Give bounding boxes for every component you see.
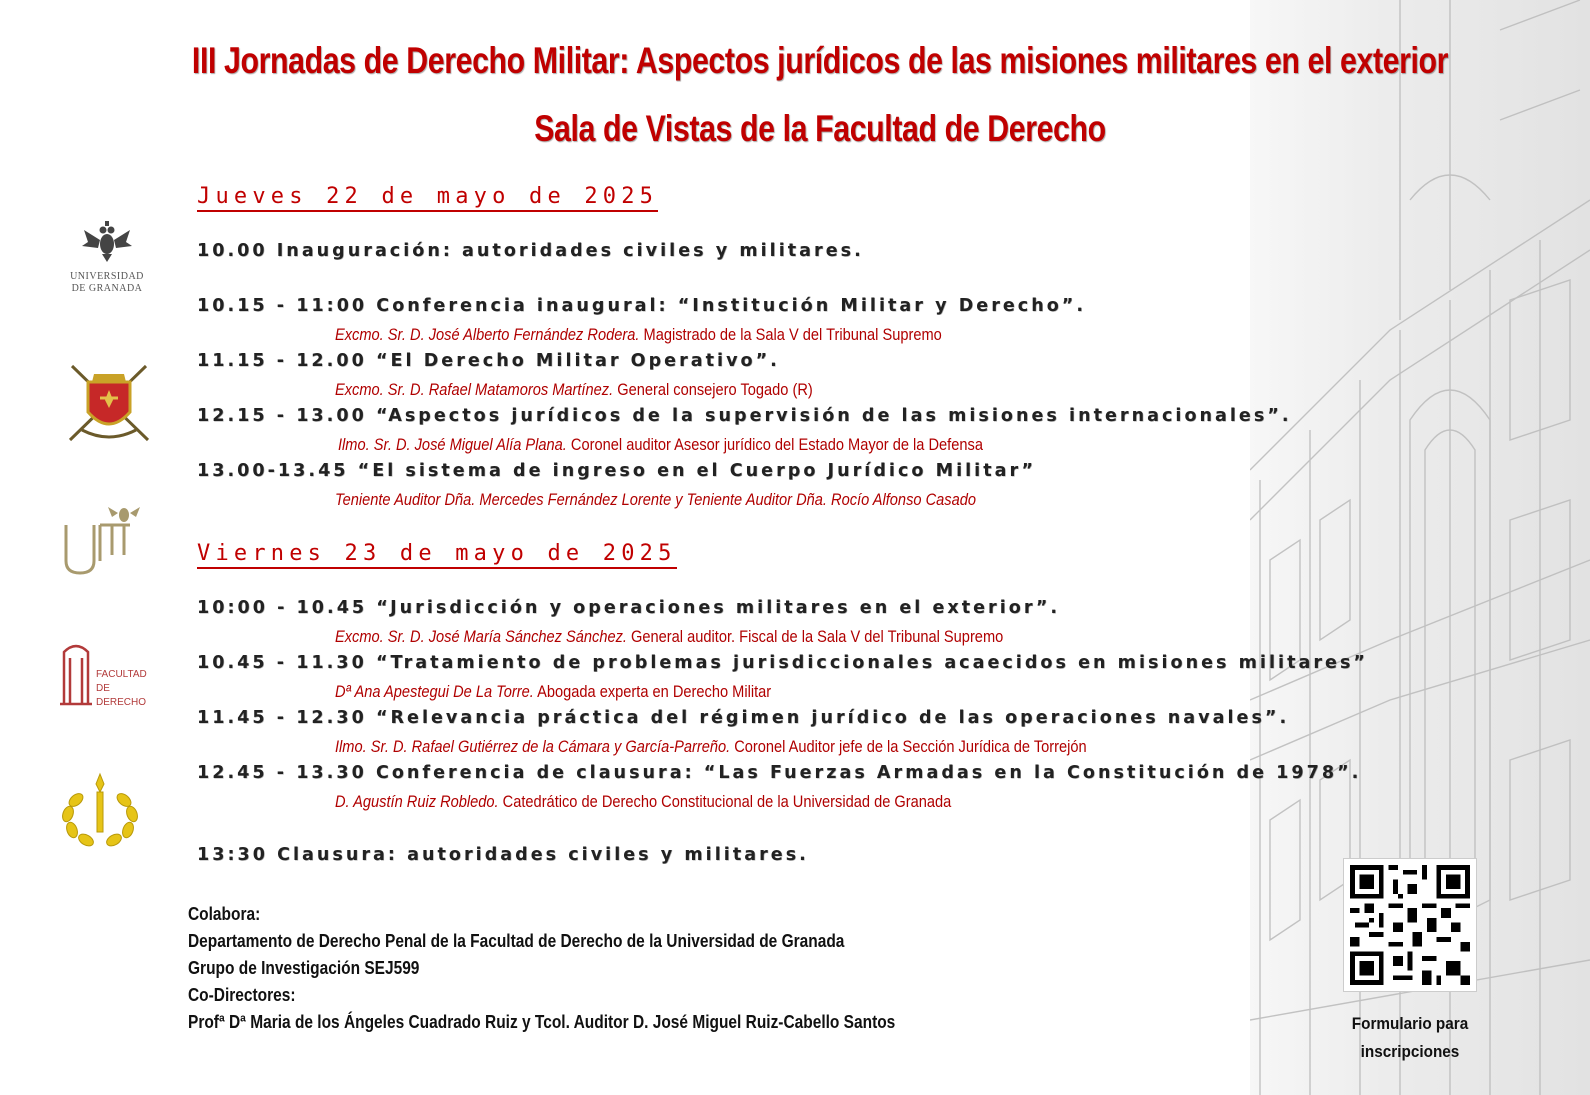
agenda-item: 10.15 - 11:00 Conferencia inaugural: “Institución Militar y Derecho”. [197, 296, 1087, 316]
speaker-name: Dª Ana Apestegui De La Torre. [335, 682, 534, 701]
eagle-crest-icon [62, 218, 152, 266]
speaker-name: Excmo. Sr. D. José Alberto Fernández Rodera. [335, 325, 640, 344]
day-heading-friday: Viernes 23 de mayo de 2025 [197, 541, 677, 569]
facultad-derecho-logo [58, 640, 147, 711]
speaker-role: Coronel auditor Asesor jurídico del Estado Mayor de la Defensa [566, 435, 983, 454]
speaker-name: Ilmo. Sr. D. José Miguel Alía Plana. [338, 435, 567, 454]
event-title: III Jornadas de Derecho Militar: Aspectos jurídicos de las misiones militares en el exterior [191, 40, 1449, 81]
speaker-name: D. Agustín Ruiz Robledo. [335, 792, 499, 811]
speaker-role: Catedrático de Derecho Constitucional de la Universidad de Granada [498, 792, 952, 811]
ugr-logo-line2: DE GRANADA [71, 283, 143, 294]
qr-code-icon [1350, 865, 1470, 985]
registration-qr-code[interactable] [1343, 858, 1477, 992]
agenda-item: 10.00 Inauguración: autoridades civiles y militares. [197, 241, 864, 261]
agenda-item: 12.15 - 13.00 “Aspectos jurídicos de la supervisión de las misiones internacionales”. [197, 406, 1292, 426]
speaker-name: Excmo. Sr. D. Rafael Matamoros Martínez. [335, 380, 614, 399]
codirectors-names: Profª Dª Maria de los Ángeles Cuadrado Ruiz y Tcol. Auditor D. José Miguel Ruiz-Cabello Santos [188, 1012, 896, 1032]
agenda-item: 10.45 - 11.30 “Tratamiento de problemas jurisdiccionales acaecidos en misiones militares” [197, 653, 1368, 673]
speaker-line [335, 490, 976, 510]
day-heading-thursday: Jueves 22 de mayo de 2025 [197, 184, 658, 212]
agenda-item: 11.45 - 12.30 “Relevancia práctica del régimen jurídico de las operaciones navales”. [197, 708, 1290, 728]
agenda-item: 13:30 Clausura: autoridades civiles y militares. [197, 845, 809, 865]
speaker-line [338, 435, 983, 455]
universidad-granada-logo [62, 218, 152, 295]
speaker-name: Ilmo. Sr. D. Rafael Gutiérrez de la Cámara y García-Parreño. [335, 737, 731, 756]
fac-logo-line2: DE DERECHO [96, 683, 147, 708]
speaker-name: Teniente Auditor Dña. Mercedes Fernández Lorente y Teniente Auditor Dña. Rocío Alfonso Casado [335, 490, 976, 509]
research-group: Grupo de Investigación SEJ599 [188, 958, 420, 978]
agenda-item: 10:00 - 10.45 “Jurisdicción y operaciones militares en el exterior”. [197, 598, 1061, 618]
agenda-item: 11.15 - 12.00 “El Derecho Militar Operativo”. [197, 351, 780, 371]
codirectors-label: Co-Directores: [188, 985, 296, 1005]
speaker-line [335, 792, 951, 812]
speaker-role: Magistrado de la Sala V del Tribunal Supremo [639, 325, 942, 344]
laurel-wreath-emblem [56, 770, 144, 855]
speaker-role: Coronel Auditor jefe de la Sección Jurídica de Torrejón [730, 737, 1087, 756]
qr-caption-line1: Formulario para [1351, 1014, 1469, 1033]
ugr-logo-line1: UNIVERSIDAD [70, 271, 144, 282]
cuerpo-juridico-militar-emblem [66, 360, 152, 449]
qr-caption [1338, 1010, 1482, 1066]
centro-mixto-logo [60, 505, 144, 582]
speaker-line [335, 380, 813, 400]
collab-department: Departamento de Derecho Penal de la Facultad de Derecho de la Universidad de Granada [188, 931, 845, 951]
agenda-item: 13.00-13.45 “El sistema de ingreso en el Cuerpo Jurídico Militar” [197, 461, 1037, 481]
fac-logo-line1: FACULTAD [96, 669, 147, 680]
speaker-line [335, 682, 771, 702]
speaker-line [335, 325, 942, 345]
qr-caption-line2: inscripciones [1360, 1042, 1460, 1061]
venue-title: Sala de Vistas de la Facultad de Derecho [534, 108, 1106, 149]
speaker-role: General consejero Togado (R) [613, 380, 813, 399]
agenda-item: 12.45 - 13.30 Conferencia de clausura: “Las Fuerzas Armadas en la Constitución de 1978”. [197, 763, 1362, 783]
speaker-name: Excmo. Sr. D. José María Sánchez Sánchez. [335, 627, 627, 646]
speaker-role: General auditor. Fiscal de la Sala V del Tribunal Supremo [626, 627, 1004, 646]
speaker-line [335, 737, 1087, 757]
speaker-line [335, 627, 1003, 647]
speaker-role: Abogada experta en Derecho Militar [533, 682, 772, 701]
collab-label: Colabora: [188, 904, 261, 924]
